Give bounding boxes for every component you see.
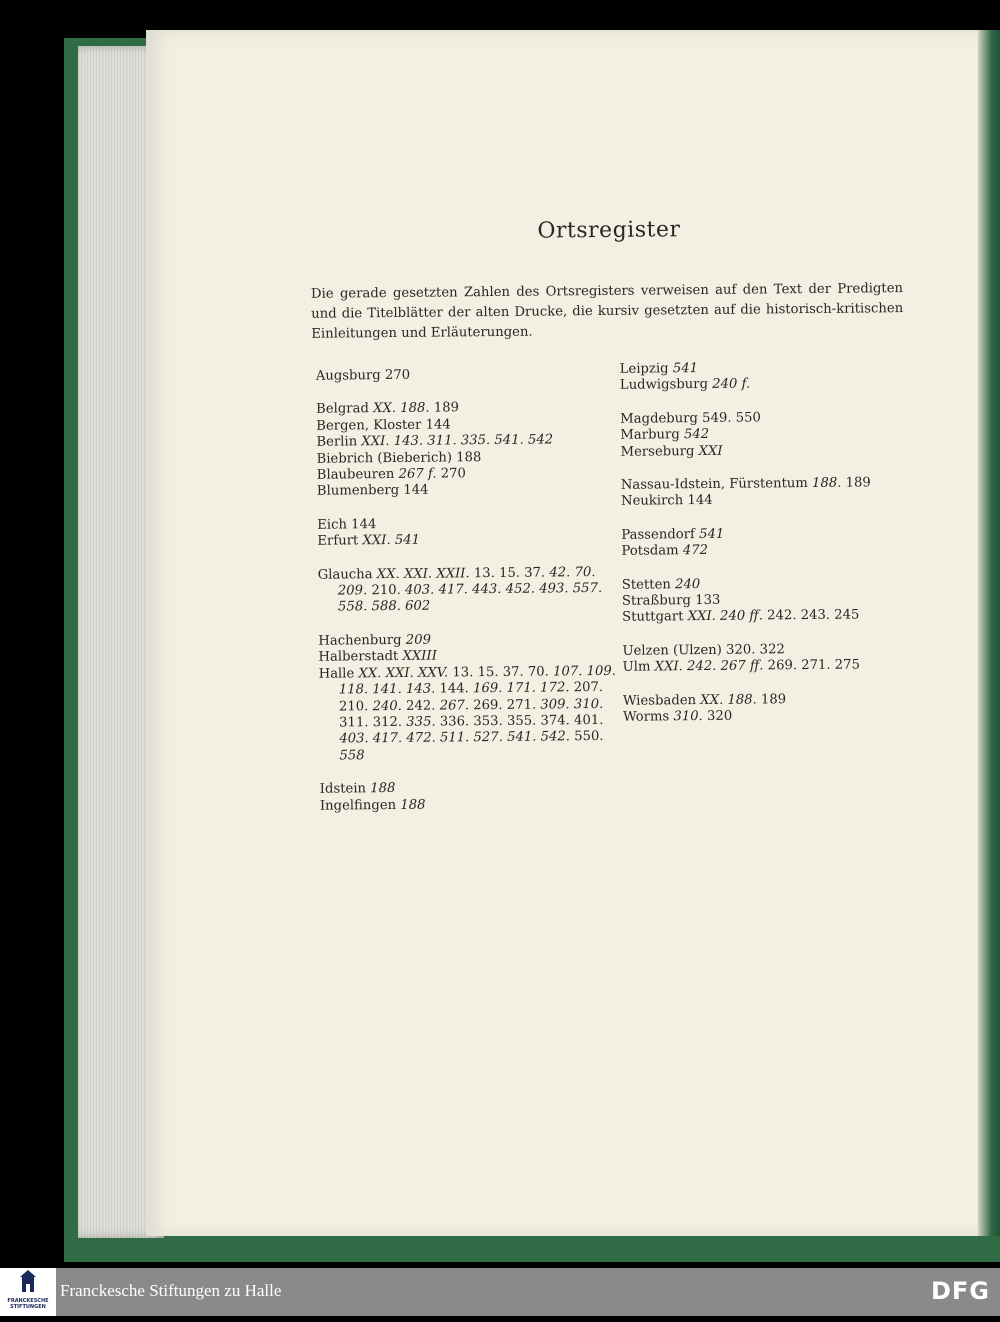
page-ref-italic: XX. 188. (368, 401, 430, 417)
page-ref-italic: 472 (678, 543, 709, 559)
page-ref-italic: 403. 417. 443. 452. 493. 557. 558. 588. 602 (337, 581, 603, 615)
place-name: Erfurt (317, 533, 359, 549)
page-ref: 189 (756, 691, 787, 708)
page-ref-italic: 541 (694, 526, 725, 542)
page-ref: 242. 243. 245 (762, 607, 860, 624)
page-ref: 269. 271. (468, 697, 541, 713)
page-ref-italic: 267 f. (394, 466, 437, 483)
place-name: Wiesbaden (622, 692, 697, 709)
place-name: Ulm (622, 659, 651, 676)
place-name: Neukirch (620, 493, 684, 510)
index-column-right (620, 359, 913, 726)
page-ref-italic: 541 (668, 361, 699, 377)
page-ref: 270 (380, 367, 411, 384)
page-ref: 311. 312. (339, 714, 407, 731)
page-ref: 144 (399, 483, 429, 499)
page-ref: 549. 550 (697, 410, 761, 426)
page-ref-italic: 403. 417. 472. 511. 527. 541. 542. (339, 729, 571, 747)
page-ref-italic: 558 (339, 747, 365, 764)
page-ref-italic: 335. (406, 714, 436, 730)
page-ref-italic: 267. (439, 697, 470, 714)
institution-name[interactable]: Franckesche Stiftungen zu Halle (60, 1281, 282, 1300)
place-name: Magdeburg (620, 410, 699, 427)
place-name: Belgrad (316, 401, 369, 418)
place-name: Hachenburg (318, 632, 402, 649)
page-ref: 189 (841, 475, 871, 491)
page-ref-italic: 42. 70. 209. (337, 564, 596, 599)
page-ref-italic: XXIII (398, 648, 437, 665)
index-entry (621, 475, 911, 494)
page-ref: 189 (429, 400, 460, 417)
viewer-footer (0, 1268, 1000, 1316)
place-name: Halle (318, 666, 355, 682)
page-ref: 336. 353. 355. 374. 401. (435, 712, 604, 730)
page-ref-italic: XX. 188. (696, 692, 757, 708)
page-ref-italic: 240 (670, 576, 701, 592)
page-ref-italic: 169. 171. 172. (472, 680, 570, 697)
page-ref-italic: 309. 310. (540, 696, 604, 713)
page-ref: 144 (346, 516, 377, 533)
page-ref-italic: 188. (807, 475, 842, 492)
place-name: Merseburg (620, 443, 695, 460)
page-ref: 144. (435, 681, 474, 697)
page-ref-italic: 542 (679, 427, 710, 443)
index-entry (318, 564, 618, 616)
page-ref-italic: XXI. 240 ff. (683, 608, 764, 625)
page-title: Ortsregister (537, 217, 681, 244)
index-entry (319, 664, 620, 765)
intro-paragraph: Die gerade gesetzten Zahlen des Ortsregisters verweisen auf den Text der Predigten und die Titelblätter der alten Drucke, die kursiv gesetzten auf die historisch-kritischen Einleitungen und Erläuterungen. (310, 281, 904, 342)
page-ref: 13. 15. 37. (469, 565, 550, 581)
page-ref: 207. 210. (338, 680, 604, 715)
page-ref-italic: 240. (372, 698, 402, 714)
place-name: Eich (317, 517, 348, 533)
place-name: Leipzig (619, 361, 669, 377)
page-ref: 550. (569, 729, 604, 745)
page-ref-italic: XX. XXI. XXII. (372, 565, 470, 582)
page-ref-italic: XXI (694, 443, 723, 459)
page-ref-italic: 310. (669, 709, 703, 725)
dfg-logo[interactable]: DFG (930, 1277, 990, 1305)
orphanage-building-icon (0, 1268, 56, 1298)
place-name: Augsburg (315, 368, 381, 384)
page-ref: 320. 322 (721, 642, 785, 658)
place-name: Ludwigsburg (619, 377, 709, 394)
page-ref-italic: XXI. 541 (358, 532, 421, 549)
page-ref: 242. (401, 698, 440, 714)
logo-text: FRANCKESCHE STIFTUNGEN (7, 1298, 49, 1310)
place-name: Idstein (319, 781, 367, 797)
page-ref: 320 (702, 708, 733, 725)
page-ref: 13. 15. 37. 70. (448, 664, 554, 681)
page-ref: 133 (690, 592, 721, 609)
page-ref-italic: XXI. 143. 311. 335. 541. 542 (357, 432, 554, 450)
page-ref: 210. (367, 582, 406, 599)
place-name: Marburg (620, 427, 680, 444)
page-ref: 144 (421, 417, 451, 433)
place-name: Berlin (316, 434, 358, 450)
place-name: Nassau-Idstein, Fürstentum (620, 476, 808, 493)
place-name: Worms (623, 709, 670, 725)
index-entry (320, 795, 620, 814)
place-name: Bergen, Kloster (316, 417, 422, 434)
place-name: Biebrich (Bieberich) (316, 450, 453, 467)
page-ref-italic: 188 (396, 797, 426, 813)
index-entry (623, 707, 913, 726)
page-ref-italic: XX. XXI. XXV. (354, 665, 449, 682)
page-ref-italic: 188 (365, 781, 396, 797)
place-name: Stetten (621, 576, 671, 593)
place-name: Halberstadt (318, 649, 399, 665)
page-ref: 269. 271. 275 (763, 657, 861, 674)
place-name: Glaucha (317, 566, 373, 583)
place-name: Stuttgart (622, 609, 684, 626)
index-column-left (316, 366, 620, 815)
page-ref-italic: 107. 109. 118. 141. 143. (338, 663, 617, 698)
place-name: Blumenberg (316, 483, 400, 500)
page-ref: 270 (436, 466, 466, 482)
place-name: Potsdam (621, 543, 679, 560)
place-name: Passendorf (621, 526, 695, 543)
place-name: Straßburg (621, 593, 692, 609)
page-ref-italic: 240 f. (707, 376, 751, 393)
page-ref: 188 (451, 449, 482, 466)
place-name: Ingelfingen (319, 797, 397, 814)
place-name: Uelzen (Ulzen) (622, 642, 722, 659)
page-ref-italic: XXI. 242. 267 ff. (650, 658, 764, 675)
page-ref: 144 (683, 493, 713, 509)
place-name: Blaubeuren (316, 467, 395, 483)
institution-logo[interactable] (0, 1268, 56, 1316)
page-ref-italic: 209 (401, 632, 432, 648)
